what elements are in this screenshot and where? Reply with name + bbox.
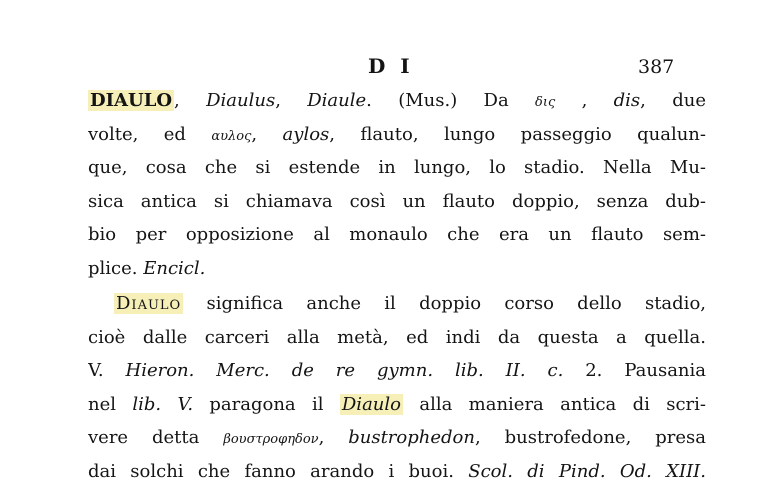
- text-span: 2. Pausania: [563, 360, 706, 381]
- source-reference: lib. V.: [132, 394, 193, 415]
- entry1-line5: bio per opposizione al monaulo che era un flauto sem-: [88, 218, 706, 252]
- dictionary-text: [88, 84, 706, 488]
- entry1-line4: sica antica si chiamava così un flauto doppio, senza dub-: [88, 185, 706, 219]
- entry1-line1: [88, 84, 706, 118]
- text-span: ,: [555, 90, 613, 111]
- text-span: ,: [319, 427, 349, 448]
- latin-term: Diaule: [307, 90, 366, 111]
- entry2-line3: [88, 354, 706, 388]
- entry2-line1: [88, 287, 706, 321]
- text-span: V.: [88, 360, 126, 381]
- greek-term: βουστροφηδον: [223, 432, 318, 447]
- latin-term: Diaulus: [206, 90, 275, 111]
- transliteration: dis: [614, 90, 641, 111]
- greek-term: δις: [535, 95, 555, 110]
- source-reference: Scol. di Pind. Od. XIII.: [468, 461, 706, 482]
- text-span: significa anche il doppio corso dello stadio,: [183, 293, 706, 314]
- page-header: [0, 54, 778, 84]
- text-span: alla maniera antica di scri-: [403, 394, 706, 415]
- entry2-line6: [88, 455, 706, 488]
- text-span: ,: [174, 90, 206, 111]
- transliteration: bustrophedon: [348, 427, 475, 448]
- text-span: ,: [251, 124, 282, 145]
- headword-diaulo: DIAULO: [88, 90, 174, 111]
- text-span: vere detta: [88, 427, 223, 448]
- text-span: paragona il: [193, 394, 340, 415]
- page-number: 387: [638, 56, 674, 78]
- entry1-line2: [88, 118, 706, 152]
- entry2-line5: [88, 421, 706, 455]
- text-span: ,: [275, 90, 307, 111]
- greek-term: αυλος: [211, 129, 251, 144]
- running-head: D I: [368, 54, 414, 78]
- text-span: , bustrofedone, presa: [475, 427, 706, 448]
- entry1-line6: [88, 252, 706, 286]
- text-span: , due: [640, 90, 706, 111]
- text-span: dai solchi che fanno arando i buoi.: [88, 461, 468, 482]
- entry1-line3: que, cosa che si estende in lungo, lo stadio. Nella Mu-: [88, 151, 706, 185]
- text-span: plice.: [88, 258, 143, 279]
- transliteration: aylos: [283, 124, 330, 145]
- source-reference: Hieron. Merc. de re gymn. lib. II. c.: [126, 360, 564, 381]
- headword-diaulo-smallcaps: Diaulo: [114, 293, 183, 314]
- entry2-line2: cioè dalle carceri alla metà, ed indi da questa a quella.: [88, 321, 706, 355]
- source-reference: Encicl.: [143, 258, 205, 279]
- text-span: volte, ed: [88, 124, 211, 145]
- text-span: , flauto, lungo passeggio qualun-: [329, 124, 706, 145]
- entry2-line4: [88, 388, 706, 422]
- text-span: . (Mus.) Da: [366, 90, 535, 111]
- text-span: nel: [88, 394, 132, 415]
- highlighted-term: Diaulo: [340, 394, 403, 415]
